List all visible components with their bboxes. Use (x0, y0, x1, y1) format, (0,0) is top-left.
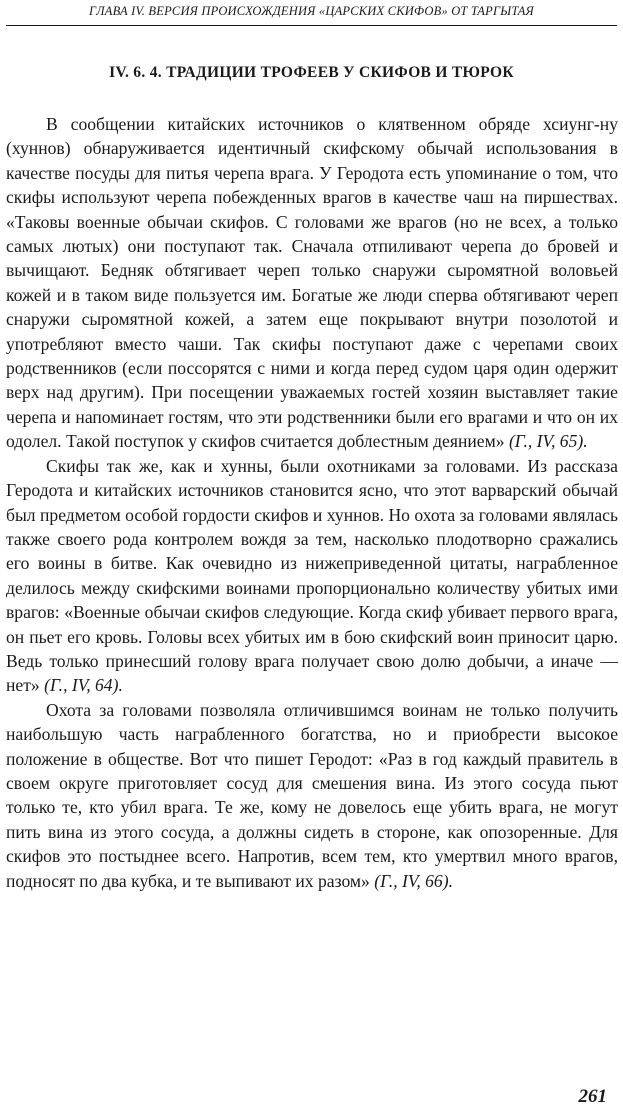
running-head: ГЛАВА IV. ВЕРСИЯ ПРОИСХОЖДЕНИЯ «ЦАРСКИХ СКИФОВ» ОТ ТАРГЫТАЯ (89, 4, 534, 18)
paragraph-1 (6, 112, 618, 454)
paragraph-2-text: Скифы так же, как и хунны, были охотниками за головами. Из рассказа Геродота и китайских источников становится ясно, что этот варварский обычай был предметом особой гордости скифов и хуннов. Но охота за головами являлась также своего рода контролем вождя за тем, насколько плодотворно сражались его воины в битве. Как очевидно из нижеприведенной цитаты, награбленное делилось между скифскими воинами пропорционально количеству убитых ими врагов: «Военные обычаи скифов следующие. Когда скиф убивает первого врага, он пьет его кровь. Головы всех убитых им в бою скифский воин приносит царю. Ведь только принесший голову врага получает свою долю добычи, а иначе — нет» (6, 455, 618, 696)
paragraph-2-reference: (Г., IV, 64). (44, 675, 123, 696)
paragraph-3-text: Охота за головами позволяла отличившимся воинам не только получить наибольшую часть награбленного богатства, но и приобрести высокое положение в обществе. Вот что пишет Геродот: «Раз в год каждый правитель в своем округе приготовляет сосуд для смешения вина. Из этого сосуда пьют только те, кто убил врага. Те же, кому не довелось еще убить врага, не могут пить вина из этого сосуда, а должны сидеть в стороне, как опозоренные. Для скифов это постыднее всего. Напротив, всем тем, кто умертвил много врагов, подносят по два кубка, и те выпивают их разом» (6, 699, 618, 891)
paragraph-1-text: В сообщении китайских источников о клятвенном обряде хсиунг-ну (хуннов) обнаруживается идентичный скифскому обычай использования в качестве посуды для питья черепа врага. У Геродота есть упоминание о том, что скифы используют черепа побежденных врагов в качестве чаш на пиршествах. «Таковы военные обычаи скифов. С головами же врагов (но не всех, а только самых лютых) они поступают так. Сначала отпиливают черепа до бровей и вычищают. Бедняк обтягивает череп только снаружи сыромятной воловьей кожей и в таком виде пользуется им. Богатые же люди сперва обтягивают череп снаружи сыромятной кожей, а затем еще покрывают внутри позолотой и употребляют вместо чаши. Так скифы поступают даже с черепами своих родственников (если поссорятся с ними и когда перед судом царя один одержит верх над другим). При посещении уважаемых гостей хозяин выставляет такие черепа и напоминает гостям, что эти родственники были его врагами и что он их одолел. Такой поступок у скифов считается доблестным деянием» (6, 114, 618, 452)
body-text (6, 112, 618, 893)
paragraph-1-reference: (Г., IV, 65). (508, 431, 588, 452)
paragraph-3-reference: (Г., IV, 66). (374, 870, 453, 891)
section-title: IV. 6. 4. ТРАДИЦИИ ТРОФЕЕВ У СКИФОВ И ТЮРОК (109, 64, 514, 81)
page-number: 261 (578, 1086, 607, 1107)
paragraph-2 (6, 454, 618, 698)
header-rule (6, 25, 617, 26)
paragraph-3 (6, 698, 618, 893)
